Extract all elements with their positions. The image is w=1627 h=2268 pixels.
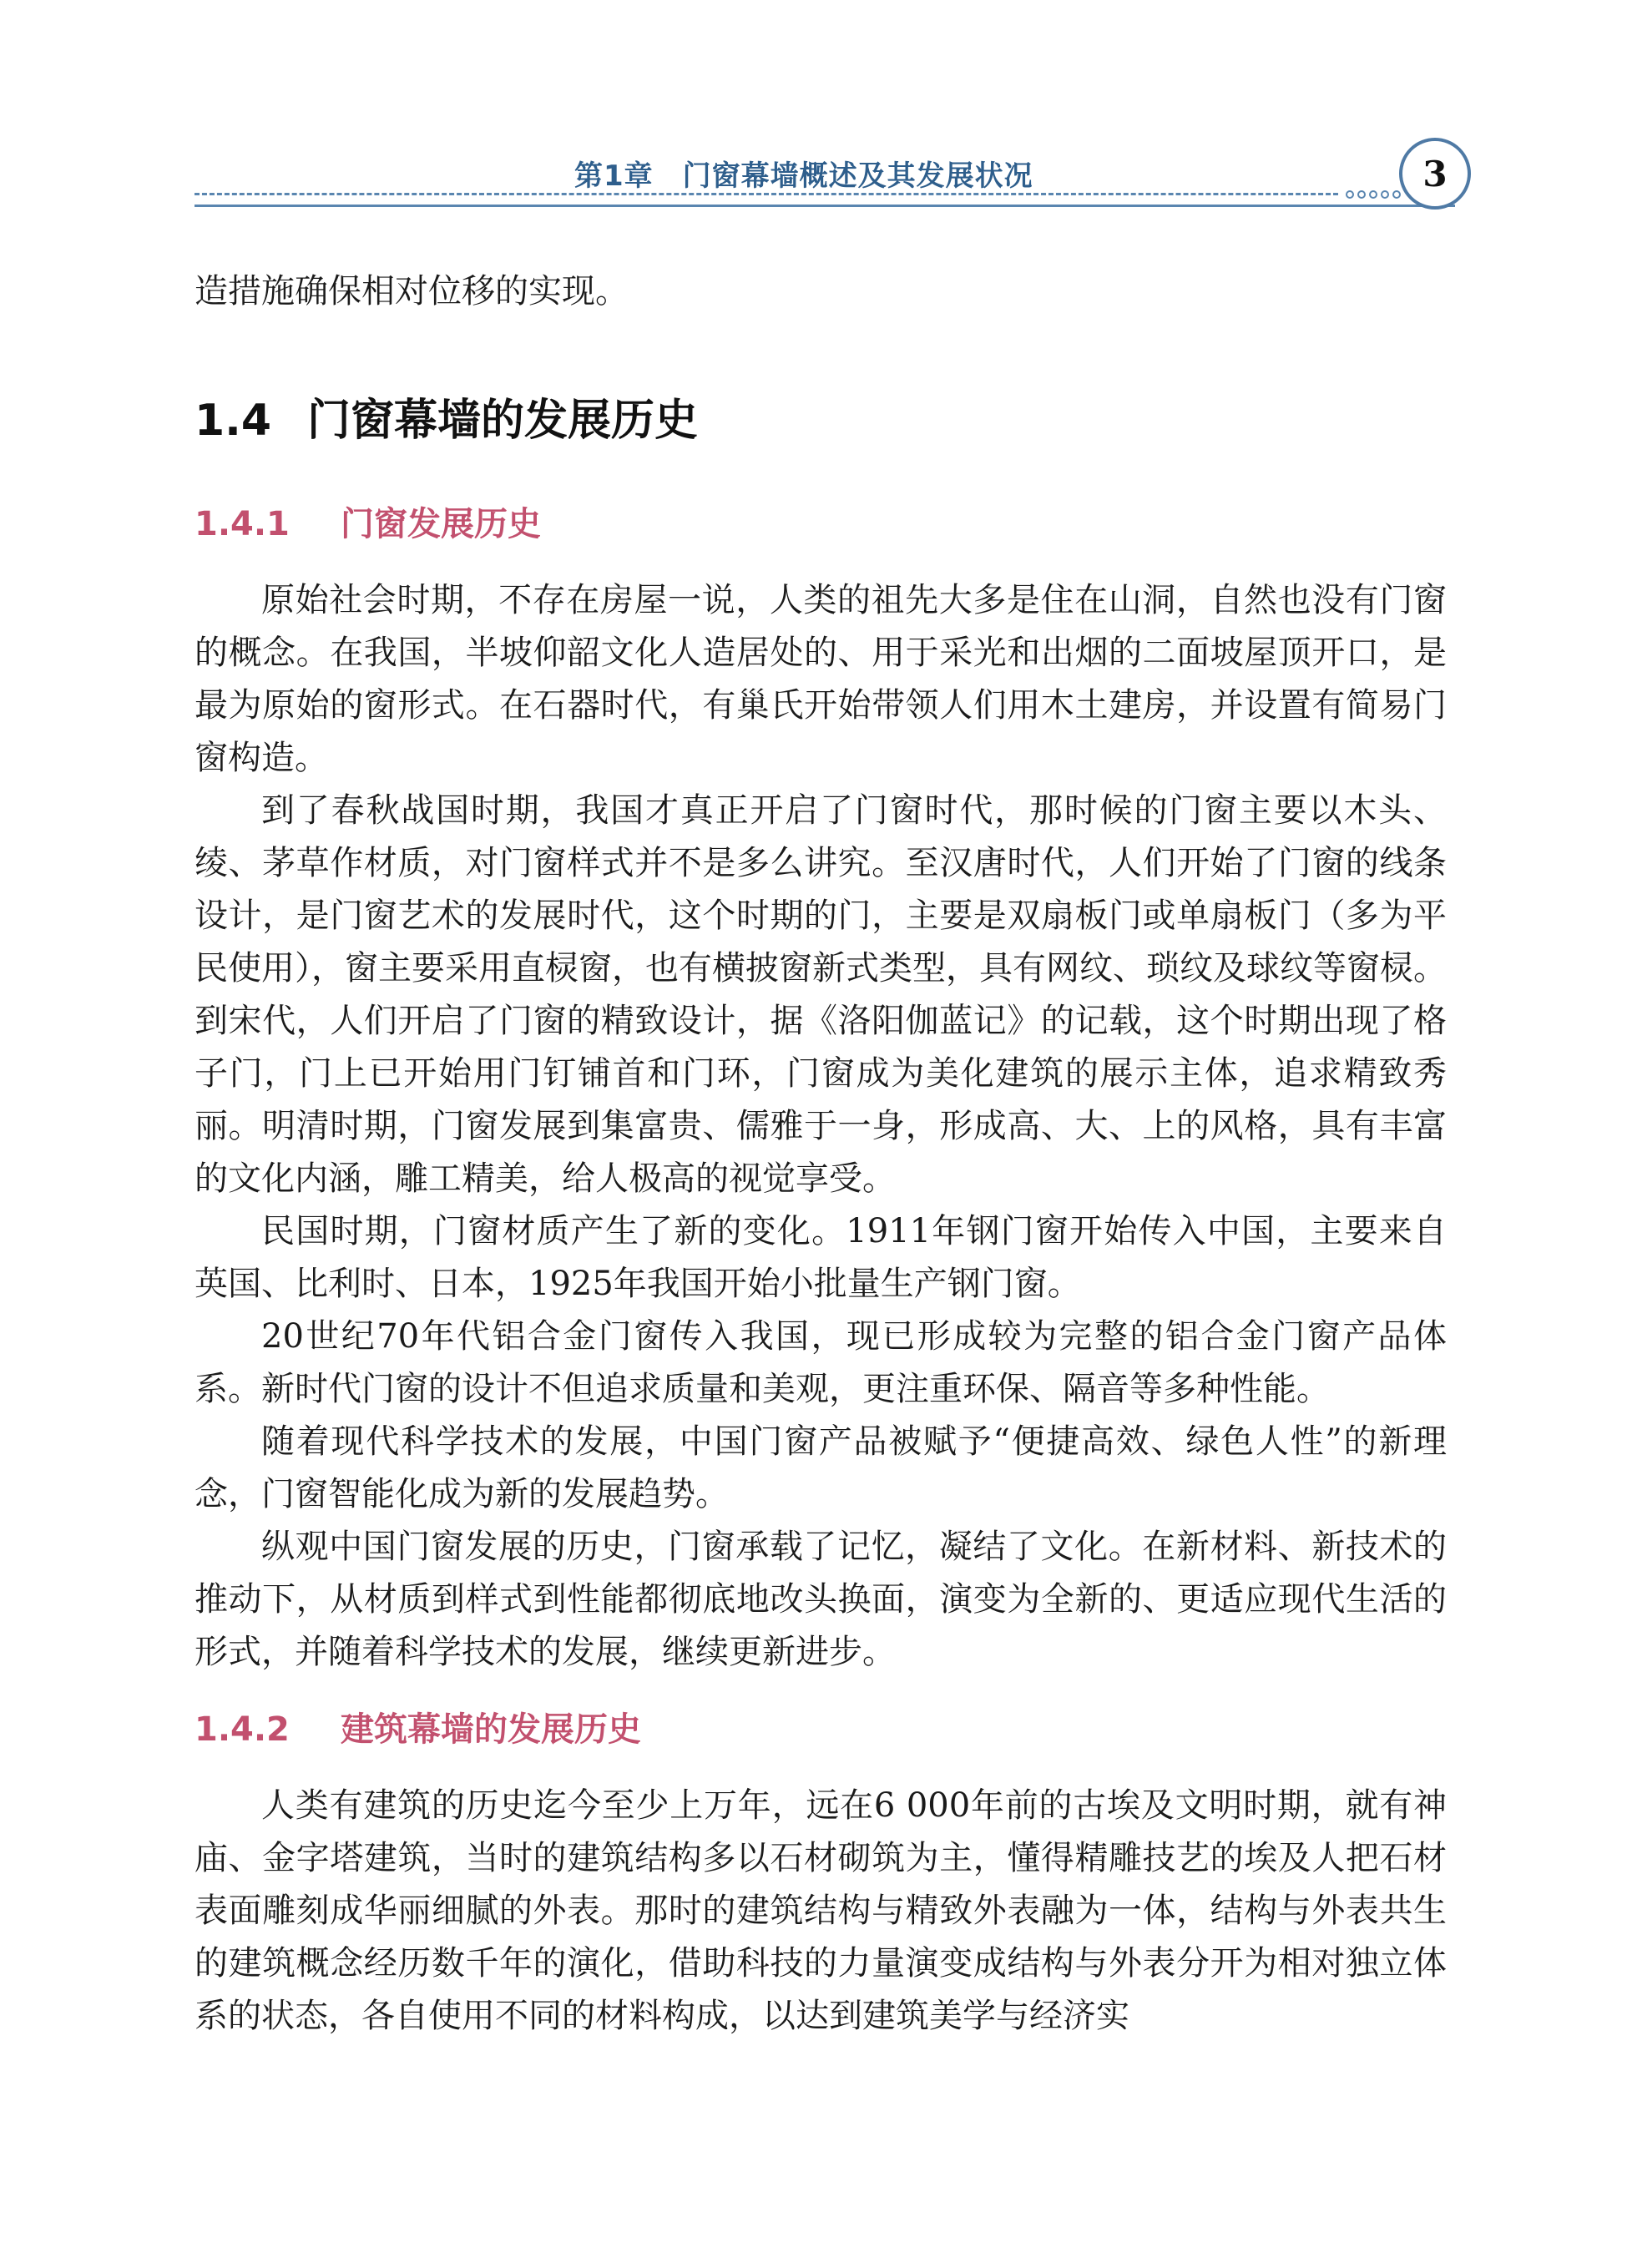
paragraph: 到了春秋战国时期，我国才真正开启了门窗时代，那时候的门窗主要以木头、绫、茅草作材质，对门窗样式并不是多么讲究。至汉唐时代，人们开始了门窗的线条设计，是门窗艺术的发展时代，这个时期的门，主要是双扇板门或单扇板门（多为平民使用），窗主要采用直棂窗，也有横披窗新式类型，具有网纹、琐纹及球纹等窗棂。到宋代，人们开启了门窗的精致设计，据《洛阳伽蓝记》的记载，这个时期出现了格子门，门上已开始用门钉铺首和门环，门窗成为美化建筑的展示主体，追求精致秀丽。明清时期，门窗发展到集富贵、儒雅于一身，形成高、大、上的风格，具有丰富的文化内涵，雕工精美，给人极高的视觉享受。	[195, 791, 1447, 1198]
paragraph: 人类有建筑的历史迄今至少上万年，远在6 000年前的古埃及文明时期，就有神庙、金字塔建筑，当时的建筑结构多以石材砌筑为主，懂得精雕技艺的埃及人把石材表面雕刻成华丽细腻的外表。那时的建筑结构与精致外表融为一体，结构与外表共生的建筑概念经历数千年的演化，借助科技的力量演变成结构与外表分开为相对独立体系的状态，各自使用不同的材料构成，以达到建筑美学与经济实	[195, 1786, 1447, 2035]
running-title: 第1章 门窗幕墙概述及其发展状况	[574, 159, 1033, 193]
paragraph: 民国时期，门窗材质产生了新的变化。1911年钢门窗开始传入中国，主要来自英国、比利时、日本，1925年我国开始小批量生产钢门窗。	[195, 1212, 1447, 1303]
page-number: 3	[1399, 138, 1471, 210]
paragraph: 随着现代科学技术的发展，中国门窗产品被赋予“便捷高效、绿色人性”的新理念，门窗智能化成为新的发展趋势。	[195, 1422, 1447, 1513]
paragraph: 20世纪70年代铝合金门窗传入我国，现已形成较为完整的铝合金门窗产品体系。新时代门窗的设计不但追求质量和美观，更注重环保、隔音等多种性能。	[195, 1317, 1447, 1408]
carryover-paragraph: 造措施确保相对位移的实现。	[195, 272, 629, 311]
header-dashed-rule	[195, 193, 1338, 195]
section-number: 1.4	[195, 396, 272, 446]
subsection-title: 门窗发展历史	[341, 505, 541, 543]
subsection-heading-2	[195, 1707, 1447, 1753]
subsection-number: 1.4.2	[195, 1710, 290, 1749]
section-heading	[195, 391, 1447, 450]
subsection-heading-1	[195, 502, 1447, 548]
subsection-title: 建筑幕墙的发展历史	[341, 1710, 641, 1749]
running-header	[195, 138, 1472, 221]
header-solid-rule	[195, 205, 1455, 207]
subsection-number: 1.4.1	[195, 505, 290, 543]
section-title: 门窗幕墙的发展历史	[307, 396, 699, 446]
paragraph: 原始社会时期，不存在房屋一说，人类的祖先大多是住在山洞，自然也没有门窗的概念。在我国，半坡仰韶文化人造居处的、用于采光和出烟的二面坡屋顶开口，是最为原始的窗形式。在石器时代，有巢氏开始带领人们用木土建房，并设置有简易门窗构造。	[195, 581, 1447, 777]
paragraph: 纵观中国门窗发展的历史，门窗承载了记忆，凝结了文化。在新材料、新技术的推动下，从材质到样式到性能都彻底地改头换面，演变为全新的、更适应现代生活的形式，并随着科学技术的发展，继续更新进步。	[195, 1528, 1447, 1671]
page-body	[195, 265, 1447, 2043]
